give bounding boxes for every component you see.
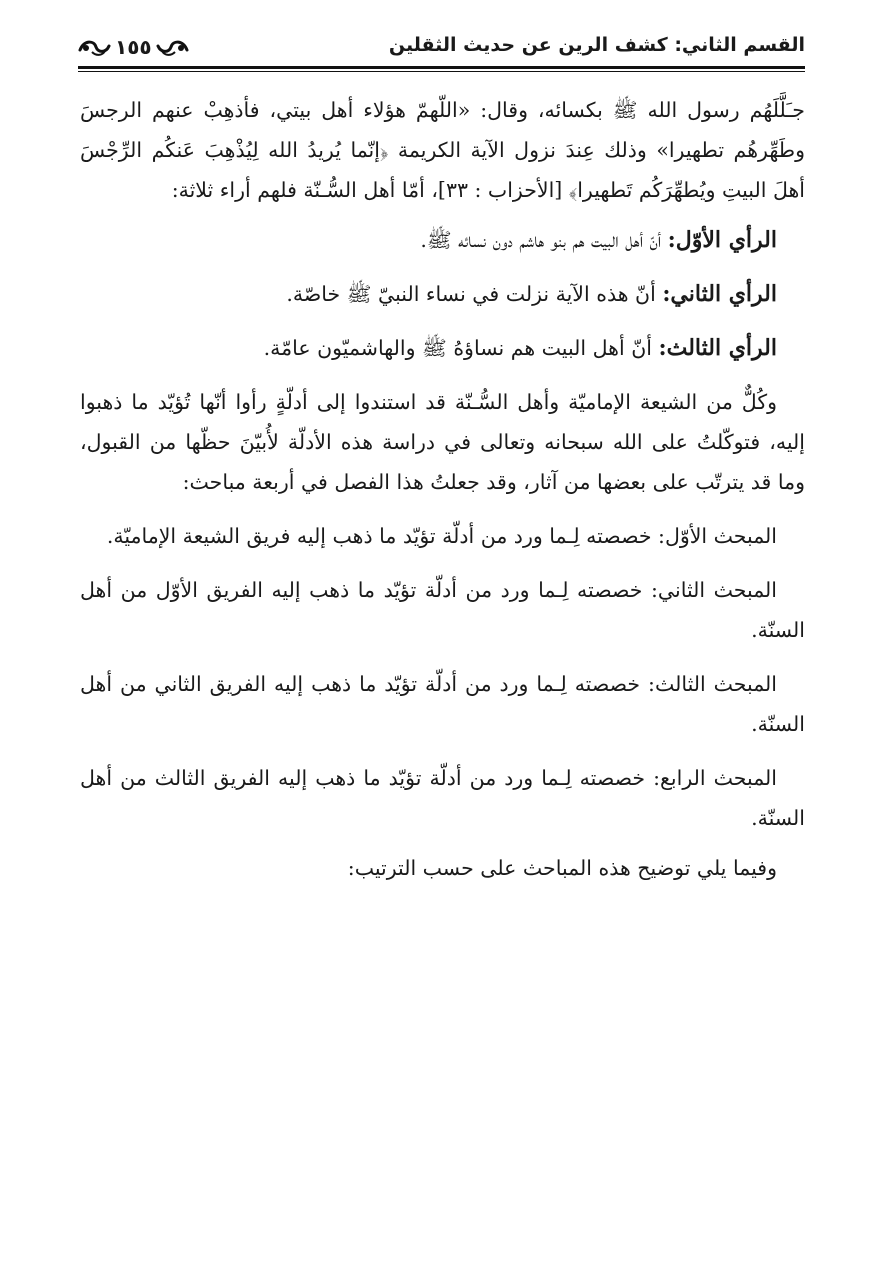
page-header bbox=[78, 28, 805, 74]
topic-1: المبحث الأوّل: خصصته لِـما ورد من أدلّة تؤيّد ما ذهب إليه فريق الشيعة الإماميّة. bbox=[106, 524, 777, 548]
left-ornament-icon bbox=[78, 36, 112, 58]
opinion-2 bbox=[80, 274, 805, 314]
opinion-label: الرأي الأوّل: bbox=[667, 227, 777, 253]
topic-2: المبحث الثاني: خصصته لِـما ورد من أدلّة تؤيّد ما ذهب إليه الفريق الأوّل من أهل السنّة. bbox=[80, 578, 805, 642]
opinion-text: أنّ هذه الآية نزلت في نساء النبيّ ﷺ خاصّة. bbox=[286, 282, 663, 306]
header-rule bbox=[78, 66, 805, 72]
closing-line: وفيما يلي توضيح هذه المباحث على حسب الترتيب: bbox=[347, 856, 777, 880]
topic-4: المبحث الرابع: خصصته لِـما ورد من أدلّة تؤيّد ما ذهب إليه الفريق الثالث من أهل السنّة. bbox=[80, 766, 805, 830]
running-title: القسم الثاني: كشف الرين عن حديث الثقلين bbox=[388, 34, 805, 56]
page-content bbox=[80, 90, 805, 888]
opinion-label: الرأي الثاني: bbox=[662, 281, 777, 307]
opinion-1 bbox=[80, 220, 805, 260]
opinion-3 bbox=[80, 328, 805, 368]
page-number-group bbox=[78, 30, 189, 64]
topic-3: المبحث الثالث: خصصته لِـما ورد من أدلّة تؤيّد ما ذهب إليه الفريق الثاني من أهل السنّة. bbox=[80, 672, 805, 736]
opinion-text: أنّ أهل البيت هم نساؤهُ ﷺ والهاشميّون عامّة. bbox=[263, 336, 659, 360]
opinion-label: الرأي الثالث: bbox=[658, 335, 777, 361]
page-number: ١٥٥ bbox=[115, 35, 152, 59]
intro-paragraph: جـَلَّلَهُم رسول الله ﷺ بكسائه، وقال: «اللّهمّ هؤلاء أهل بيتي، فأذهِبْ عنهم الرجسَ وطَهِّرهُم تطهيرا» وذلك عِندَ نزول الآية الكريمة ﴿إنّما يُريدُ الله لِيُذْهِبَ عَنكُم الرِّجْسَ أهلَ البيتِ ويُطهِّرَكُم تَطهيرا﴾ [الأحزاب : ٣٣]، أمّا أهل السُّـنّة فلهم أراء ثلاثة: bbox=[80, 98, 805, 202]
body-paragraph: وكُلٌّ من الشيعة الإماميّة وأهل السُّـنّة قد استندوا إلى أدلّةٍ رأوا أنّها تُؤيّد ما ذهبوا إليه، فتوكّلتُ على الله سبحانه وتعالى في دراسة هذه الأدلّة لأُبيّنَ حظّها من القبول، وما قد يترتّب على بعضها من آثار، وقد جعلتُ هذا الفصل في أربعة مباحث: bbox=[80, 390, 805, 494]
opinion-text: أنّ أهل البيت هم بنو هاشم دون نسائه ﷺ. bbox=[420, 228, 668, 252]
right-ornament-icon bbox=[155, 36, 189, 58]
